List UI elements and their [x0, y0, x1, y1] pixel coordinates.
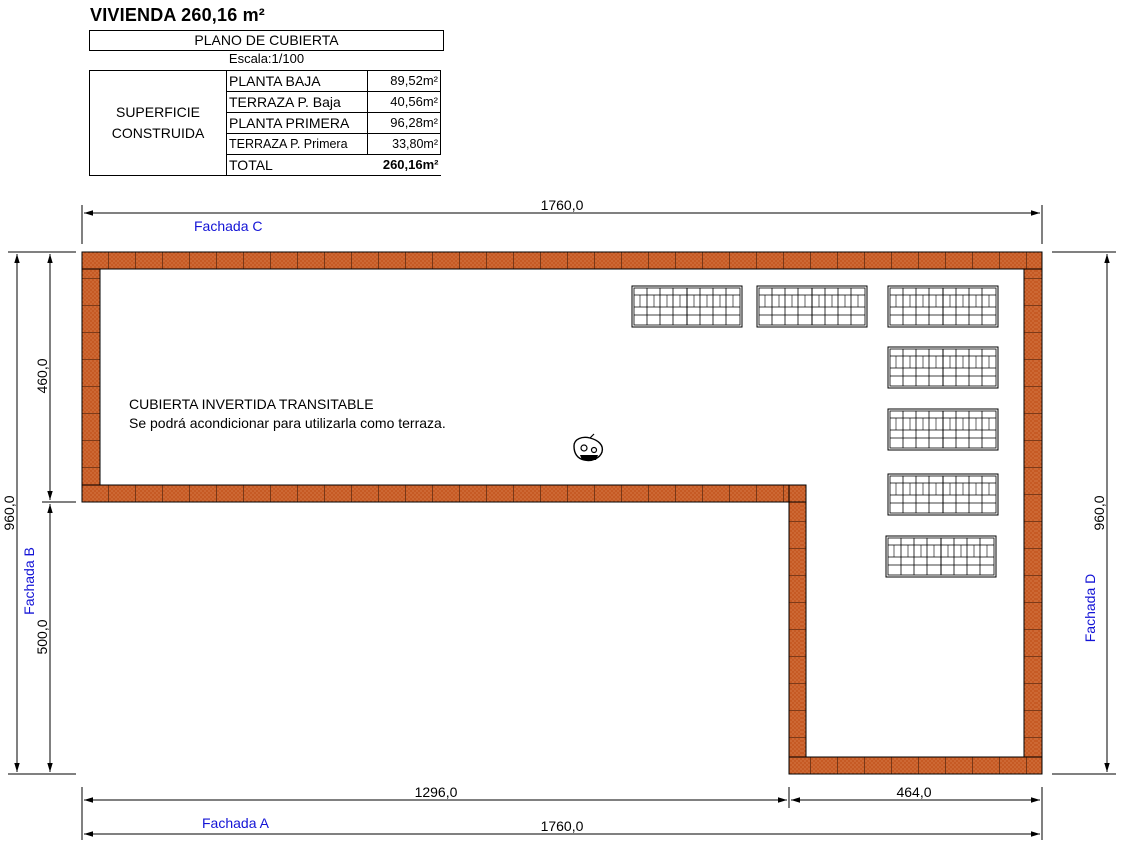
roof-note-line1: CUBIERTA INVERTIDA TRANSITABLE: [129, 396, 374, 412]
surface-label-line2: CONSTRUIDA: [111, 125, 205, 141]
row-name: TERRAZA P. Baja: [227, 92, 368, 113]
dim-bottom-left: 1296,0: [414, 784, 458, 800]
scale-label: Escala:1/100: [228, 51, 305, 66]
row-name: PLANTA BAJA: [227, 71, 368, 92]
total-name: TOTAL: [227, 155, 368, 176]
row-name: PLANTA PRIMERA: [227, 113, 368, 134]
facade-c: Fachada C: [194, 218, 263, 234]
row-value: 40,56m²: [368, 92, 441, 113]
row-value: 89,52m²: [368, 71, 441, 92]
dim-bottom-total: 1760,0: [540, 818, 584, 834]
dim-left-upper: 460,0: [34, 358, 50, 394]
dim-left-total: 960,0: [1, 495, 17, 531]
dimension-left: [8, 252, 76, 774]
row-name: TERRAZA P. Primera: [227, 134, 368, 155]
facade-a: Fachada A: [202, 815, 269, 831]
total-value: 260,16m²: [368, 155, 441, 176]
roof-note-line2: Se podrá acondicionar para utilizarla como terraza.: [129, 415, 446, 431]
row-value: 96,28m²: [368, 113, 441, 134]
dim-bottom-right: 464,0: [896, 784, 932, 800]
solar-panel-icon: [632, 286, 998, 577]
surface-label-line1: SUPERFICIE: [115, 104, 200, 120]
dim-left-lower: 500,0: [34, 619, 50, 655]
row-value: 33,80m²: [368, 134, 441, 155]
facade-b: Fachada B: [21, 547, 37, 615]
facade-d: Fachada D: [1082, 573, 1098, 643]
plan-label: PLANO DE CUBIERTA: [89, 30, 444, 51]
dim-right-total: 960,0: [1091, 495, 1107, 531]
robot-icon: [574, 434, 602, 461]
page-title: VIVIENDA 260,16 m²: [90, 5, 266, 25]
dim-top-total: 1760,0: [540, 197, 584, 213]
